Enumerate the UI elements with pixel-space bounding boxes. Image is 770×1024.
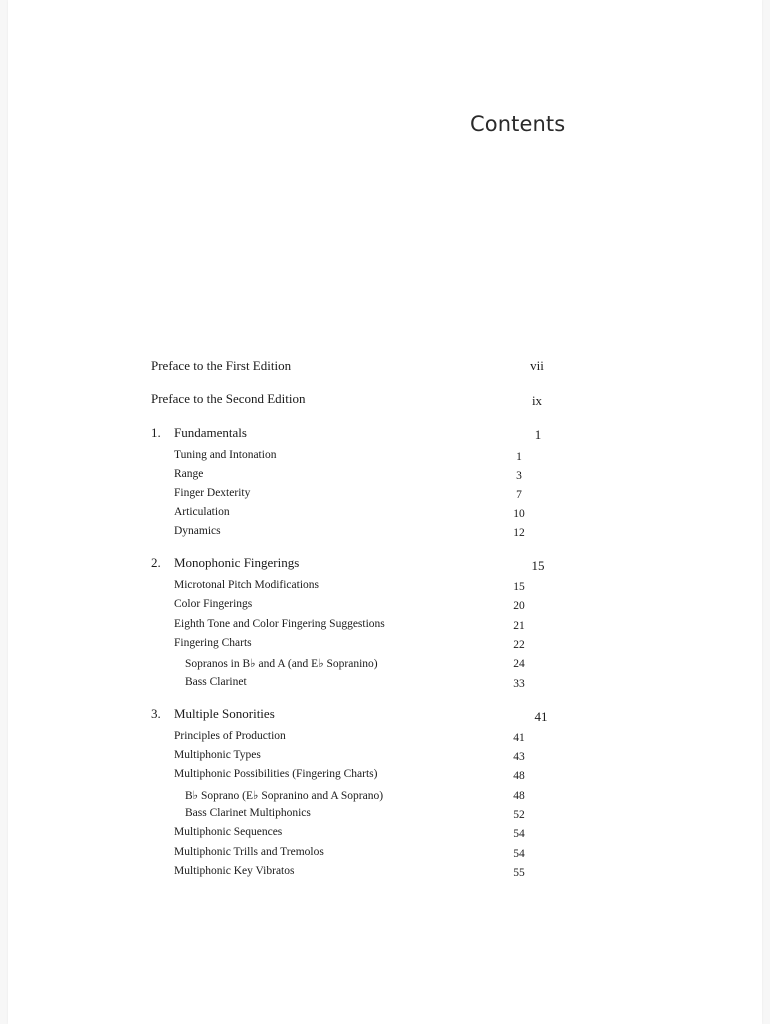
document-page bbox=[8, 0, 762, 1024]
toc-entry-title: Preface to the Second Edition bbox=[151, 391, 306, 406]
section-title: Multiphonic Trills and Tremolos bbox=[174, 846, 324, 858]
toc-section bbox=[8, 449, 762, 467]
subsection-title: Bass Clarinet Multiphonics bbox=[185, 807, 311, 819]
toc-entry-title: Preface to the First Edition bbox=[151, 358, 292, 373]
toc-section bbox=[8, 749, 762, 767]
toc-entry-page: 43 bbox=[513, 751, 525, 763]
toc-section bbox=[8, 730, 762, 748]
toc-entry-page: 52 bbox=[513, 809, 525, 821]
toc-entry-page: 24 bbox=[513, 658, 525, 670]
toc-entry-page: 55 bbox=[513, 867, 525, 879]
toc-entry-page: 7 bbox=[516, 489, 522, 501]
subsection-title: Bass Clarinet bbox=[185, 676, 247, 688]
chapter-title: Multiple Sonorities bbox=[174, 706, 275, 721]
toc-section bbox=[8, 826, 762, 844]
section-title: Multiphonic Possibilities (Fingering Charts) bbox=[174, 768, 378, 780]
section-title: Fingering Charts bbox=[174, 637, 252, 649]
toc-section bbox=[8, 598, 762, 616]
section-title: Dynamics bbox=[174, 525, 221, 537]
toc-section bbox=[8, 468, 762, 486]
chapter-number: 3. bbox=[151, 706, 161, 721]
section-title: Multiphonic Sequences bbox=[174, 826, 283, 838]
section-title: Principles of Production bbox=[174, 730, 286, 742]
page-title: Contents bbox=[470, 112, 566, 136]
toc-entry-page: 3 bbox=[516, 470, 522, 482]
toc-entry-page: vii bbox=[530, 358, 544, 373]
toc-entry-page: 54 bbox=[513, 828, 525, 840]
section-title: Multiphonic Key Vibratos bbox=[174, 865, 295, 877]
chapter-title: Fundamentals bbox=[174, 425, 247, 440]
toc-section bbox=[8, 506, 762, 524]
toc-entry-page: 54 bbox=[513, 848, 525, 860]
toc-chapter bbox=[8, 706, 762, 724]
toc-entry-page: 15 bbox=[531, 558, 545, 573]
toc-entry bbox=[8, 358, 762, 376]
toc-entry-page: 48 bbox=[513, 790, 525, 802]
toc-entry-page: 21 bbox=[513, 620, 525, 632]
section-title: Multiphonic Types bbox=[174, 749, 261, 761]
subsection-title: Sopranos in B♭ and A (and E♭ Sopranino) bbox=[185, 658, 378, 670]
toc-entry-page: 41 bbox=[534, 709, 548, 724]
toc-entry-page: 22 bbox=[513, 639, 525, 651]
toc-entry-page: 10 bbox=[513, 508, 525, 520]
toc-entry-page: 41 bbox=[513, 732, 525, 744]
toc-entry bbox=[8, 391, 762, 409]
toc-chapter bbox=[8, 425, 762, 443]
toc-entry-page: 20 bbox=[513, 600, 525, 612]
toc-subsection bbox=[8, 807, 762, 825]
toc-section bbox=[8, 846, 762, 864]
section-title: Eighth Tone and Color Fingering Suggestions bbox=[174, 618, 385, 630]
toc-subsection bbox=[8, 676, 762, 694]
toc-entry-page: 33 bbox=[513, 678, 525, 690]
toc-subsection bbox=[8, 656, 762, 674]
toc-section bbox=[8, 487, 762, 505]
toc-subsection bbox=[8, 788, 762, 806]
chapter-number: 1. bbox=[151, 425, 161, 440]
section-title: Finger Dexterity bbox=[174, 487, 251, 499]
toc-entry-page: 1 bbox=[534, 427, 542, 442]
subsection-title: B♭ Soprano (E♭ Sopranino and A Soprano) bbox=[185, 790, 384, 802]
toc-entry-page: ix bbox=[531, 393, 543, 408]
section-title: Color Fingerings bbox=[174, 598, 253, 610]
toc-entry-page: 12 bbox=[513, 527, 525, 539]
toc-section bbox=[8, 768, 762, 786]
toc-chapter bbox=[8, 555, 762, 573]
chapter-number: 2. bbox=[151, 555, 161, 570]
toc-section bbox=[8, 618, 762, 636]
toc-section bbox=[8, 865, 762, 883]
chapter-title: Monophonic Fingerings bbox=[174, 555, 300, 570]
toc-section bbox=[8, 637, 762, 655]
toc-entry-page: 48 bbox=[513, 770, 525, 782]
section-title: Articulation bbox=[174, 506, 230, 518]
toc-entry-page: 1 bbox=[516, 451, 522, 463]
section-title: Microtonal Pitch Modifications bbox=[174, 579, 320, 591]
toc-section bbox=[8, 579, 762, 597]
section-title: Tuning and Intonation bbox=[174, 449, 277, 461]
toc-section bbox=[8, 525, 762, 543]
section-title: Range bbox=[174, 468, 204, 480]
toc-entry-page: 15 bbox=[513, 581, 525, 593]
